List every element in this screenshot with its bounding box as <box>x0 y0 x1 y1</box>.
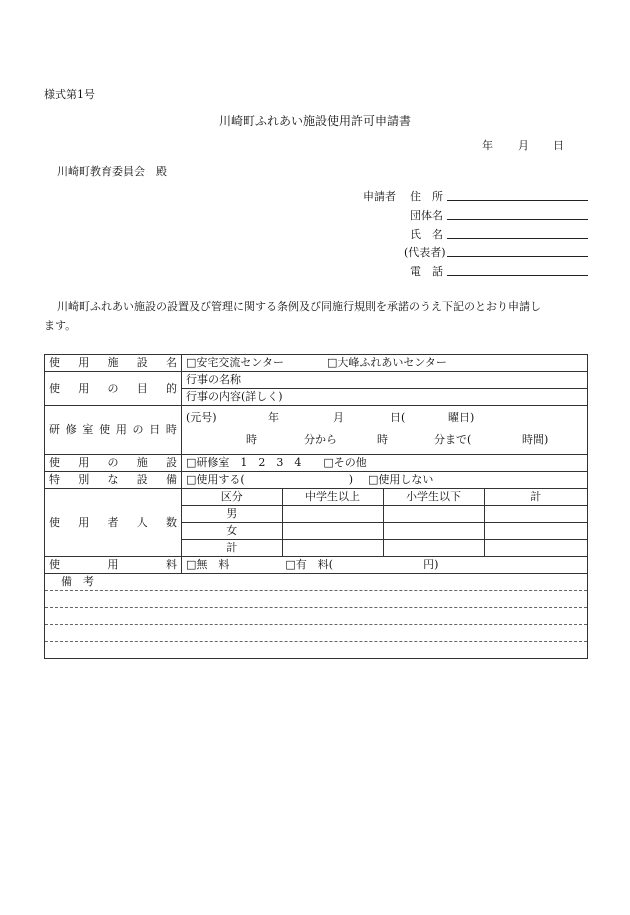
label-char: 使 <box>49 356 60 369</box>
label-char: 用 <box>107 558 119 571</box>
label-char: 者 <box>107 515 119 529</box>
address-label: 住 所 <box>410 190 443 203</box>
label-char: 数 <box>166 515 177 529</box>
representative-field[interactable] <box>447 256 588 257</box>
count-cell[interactable] <box>484 523 587 540</box>
label-char: 使 <box>49 456 60 469</box>
body-text: 川崎町ふれあい施設の設置及び管理に関する条例及び同施行規則を承諾のうえ下記のとおり申請し <box>57 300 541 313</box>
label-char: 備 <box>166 473 177 486</box>
label-char: 施 <box>107 356 119 369</box>
label-char: 研 <box>49 423 60 436</box>
date-year: 年 <box>482 139 493 152</box>
fee-row: 使 用 料 □無 料 □有 料( 円) <box>45 557 588 574</box>
count-cell[interactable] <box>484 506 587 523</box>
date-day: 日 <box>553 139 564 152</box>
label-char: 料 <box>166 558 177 571</box>
count-cell[interactable] <box>282 540 383 557</box>
label-char: 使 <box>49 558 60 571</box>
label-char: 室 <box>82 423 94 436</box>
phone-field[interactable] <box>447 275 588 276</box>
label-char: 特 <box>49 473 60 486</box>
address-field[interactable] <box>447 200 588 201</box>
label-char: の <box>132 423 144 436</box>
purpose-row <box>45 372 588 406</box>
users-label <box>45 489 182 557</box>
label-char: 用 <box>115 423 127 436</box>
org-label: 団体名 <box>410 209 443 222</box>
label-char: 使 <box>49 515 60 529</box>
label-char: 使 <box>99 423 111 436</box>
users-count-table <box>182 489 587 556</box>
label-char: 目 <box>136 381 148 395</box>
facility-option-ataka[interactable]: □安宅交流センター <box>186 356 284 369</box>
org-field[interactable] <box>447 219 588 220</box>
event-name-field[interactable]: 行事の名称 <box>182 372 587 389</box>
body-text-cont: ます。 <box>44 319 77 332</box>
remarks-label: 備 考 <box>61 575 94 588</box>
label-char: の <box>107 381 119 395</box>
label-char: の <box>107 456 119 469</box>
phone-label: 電 話 <box>410 265 443 278</box>
facility-row <box>45 355 588 372</box>
label-char: 設 <box>136 473 148 486</box>
users-header: 区分 <box>182 489 282 506</box>
label-char: 用 <box>78 381 90 395</box>
name-field[interactable] <box>447 238 588 239</box>
name-label: 氏 名 <box>410 228 443 241</box>
label-char: 別 <box>78 473 90 486</box>
count-cell[interactable] <box>383 523 484 540</box>
fee-free-option[interactable]: □無 料 <box>186 558 230 571</box>
count-cell[interactable] <box>383 506 484 523</box>
label-char: 名 <box>166 356 177 369</box>
users-row-total: 計 <box>182 540 282 557</box>
label-char: 施 <box>136 456 148 469</box>
label-char: 用 <box>78 356 90 369</box>
facility-option-omine[interactable]: □大峰ふれあいセンター <box>326 356 447 369</box>
equipment-label <box>45 455 182 472</box>
equipment-options[interactable]: □研修室 1 2 3 4 □その他 <box>182 455 588 472</box>
users-header: 中学生以上 <box>282 489 383 506</box>
equipment-row <box>45 455 588 472</box>
special-equipment-label <box>45 472 182 489</box>
document-title: 川崎町ふれあい施設使用許可申請書 <box>218 114 411 128</box>
facility-label <box>45 355 182 372</box>
label-char: 用 <box>78 456 90 469</box>
label-char: 設 <box>136 356 148 369</box>
count-cell[interactable] <box>282 506 383 523</box>
event-content-field[interactable]: 行事の内容(詳しく) <box>186 390 283 403</box>
label-char: 使 <box>49 381 60 395</box>
users-row <box>45 489 588 557</box>
users-row-female: 女 <box>182 523 282 540</box>
remarks-field[interactable] <box>45 574 588 659</box>
special-use-option[interactable]: □使用する( <box>186 473 245 486</box>
users-row-male: 男 <box>182 506 282 523</box>
count-cell[interactable] <box>383 540 484 557</box>
label-char: 人 <box>136 515 148 529</box>
purpose-label <box>45 372 182 406</box>
label-char: 修 <box>65 423 77 436</box>
users-header: 小学生以下 <box>383 489 484 506</box>
application-table <box>44 354 588 659</box>
label-char: 用 <box>78 515 90 529</box>
fee-paid-option[interactable]: □有 料( <box>285 558 334 571</box>
datetime-label <box>45 406 182 455</box>
special-no-use-option[interactable]: □使用しない <box>367 473 434 486</box>
label-char: 的 <box>166 381 177 395</box>
special-equipment-row: 特 別 な 設 備 □使用する( ) □使用しない <box>45 472 588 489</box>
datetime-row <box>45 406 588 455</box>
remarks-row <box>45 574 588 659</box>
label-char: 設 <box>166 456 177 469</box>
representative-label: (代表者) <box>404 246 446 259</box>
label-char: な <box>107 473 119 486</box>
date-month: 月 <box>518 139 529 152</box>
datetime-field[interactable]: (元号) 年 月 日( 曜日) 時 分から 時 分まで( 時間) <box>182 406 588 455</box>
addressee: 川崎町教育委員会 殿 <box>57 165 167 178</box>
form-number: 様式第1号 <box>44 88 95 101</box>
count-cell[interactable] <box>282 523 383 540</box>
label-char: 時 <box>165 423 177 436</box>
fee-label <box>45 557 182 574</box>
users-header: 計 <box>484 489 587 506</box>
label-char: 日 <box>149 423 161 436</box>
applicant-label: 申請者 <box>363 190 396 203</box>
count-cell[interactable] <box>484 540 587 557</box>
